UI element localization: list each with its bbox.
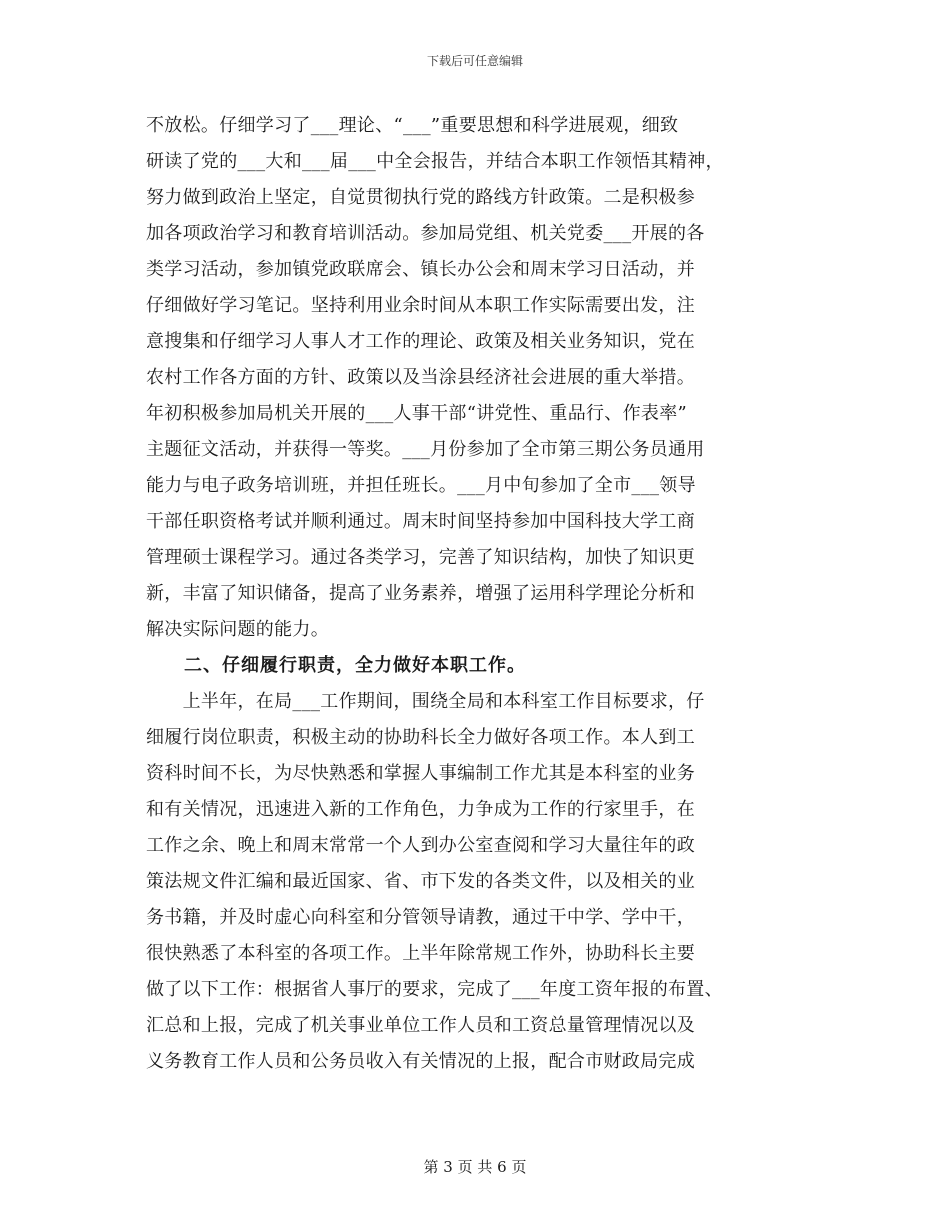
- text-line: 很快熟悉了本科室的各项工作。上半年除常规工作外，协助科长主要: [146, 943, 695, 964]
- text-line: 年初积极参加局机关开展的___人事干部“讲党性、重品行、作表率”: [146, 403, 688, 424]
- text-line: 务书籍，并及时虚心向科室和分管领导请教，通过干中学、学中干，: [146, 907, 695, 928]
- text-line: 和有关情况，迅速进入新的工作角色，力争成为工作的行家里手，在: [146, 799, 695, 820]
- text-line: 做了以下工作：根据省人事厅的要求，完成了___年度工资年报的布置、: [146, 979, 723, 1000]
- text-line: 不放松。仔细学习了___理论、“___”重要思想和科学进展观，细致: [146, 115, 679, 136]
- text-line: 义务教育工作人员和公务员收入有关情况的上报，配合市财政局完成: [146, 1051, 695, 1072]
- section-heading: 二、仔细履行职责，全力做好本职工作。: [146, 655, 526, 676]
- text-line: 能力与电子政务培训班，并担任班长。___月中旬参加了全市___领导: [146, 475, 696, 496]
- text-line: 解决实际问题的能力。: [146, 619, 329, 640]
- document-body: [146, 108, 806, 1080]
- text-line: 主题征文活动，并获得一等奖。___月份参加了全市第三期公务员通用: [146, 439, 705, 460]
- page-header-note: 下载后可任意编辑: [426, 54, 523, 68]
- text-line: 细履行岗位职责，积极主动的协助科长全力做好各项工作。本人到工: [146, 727, 695, 748]
- page-number: 第 3 页 共 6 页: [423, 1158, 527, 1176]
- text-line: 农村工作各方面的方针、政策以及当涂县经济社会进展的重大举措。: [146, 367, 695, 388]
- text-line: 类学习活动，参加镇党政联席会、镇长办公会和周末学习日活动，并: [146, 259, 695, 280]
- text-line: 干部任职资格考试并顺利通过。周末时间坚持参加中国科技大学工商: [146, 511, 695, 532]
- text-line: 管理硕士课程学习。通过各类学习，完善了知识结构，加快了知识更: [146, 547, 695, 568]
- text-line: 意搜集和仔细学习人事人才工作的理论、政策及相关业务知识，党在: [146, 331, 695, 352]
- text-line: 资科时间不长，为尽快熟悉和掌握人事编制工作尤其是本科室的业务: [146, 763, 695, 784]
- text-line: 研读了党的___大和___届___中全会报告，并结合本职工作领悟其精神，: [146, 151, 724, 172]
- text-line: 加各项政治学习和教育培训活动。参加局党组、机关党委___开展的各: [146, 223, 705, 244]
- text-line: 新，丰富了知识储备，提高了业务素养，增强了运用科学理论分析和: [146, 583, 695, 604]
- text-line: 上半年，在局___工作期间，围绕全局和本科室工作目标要求，仔: [146, 691, 705, 712]
- text-line: 策法规文件汇编和最近国家、省、市下发的各类文件，以及相关的业: [146, 871, 695, 892]
- text-line: 仔细做好学习笔记。坚持利用业余时间从本职工作实际需要出发，注: [146, 295, 695, 316]
- text-line: 汇总和上报，完成了机关事业单位工作人员和工资总量管理情况以及: [146, 1015, 695, 1036]
- text-line: 努力做到政治上坚定，自觉贯彻执行党的路线方针政策。二是积极参: [146, 187, 695, 208]
- text-line: 工作之余、晚上和周末常常一个人到办公室查阅和学习大量往年的政: [146, 835, 695, 856]
